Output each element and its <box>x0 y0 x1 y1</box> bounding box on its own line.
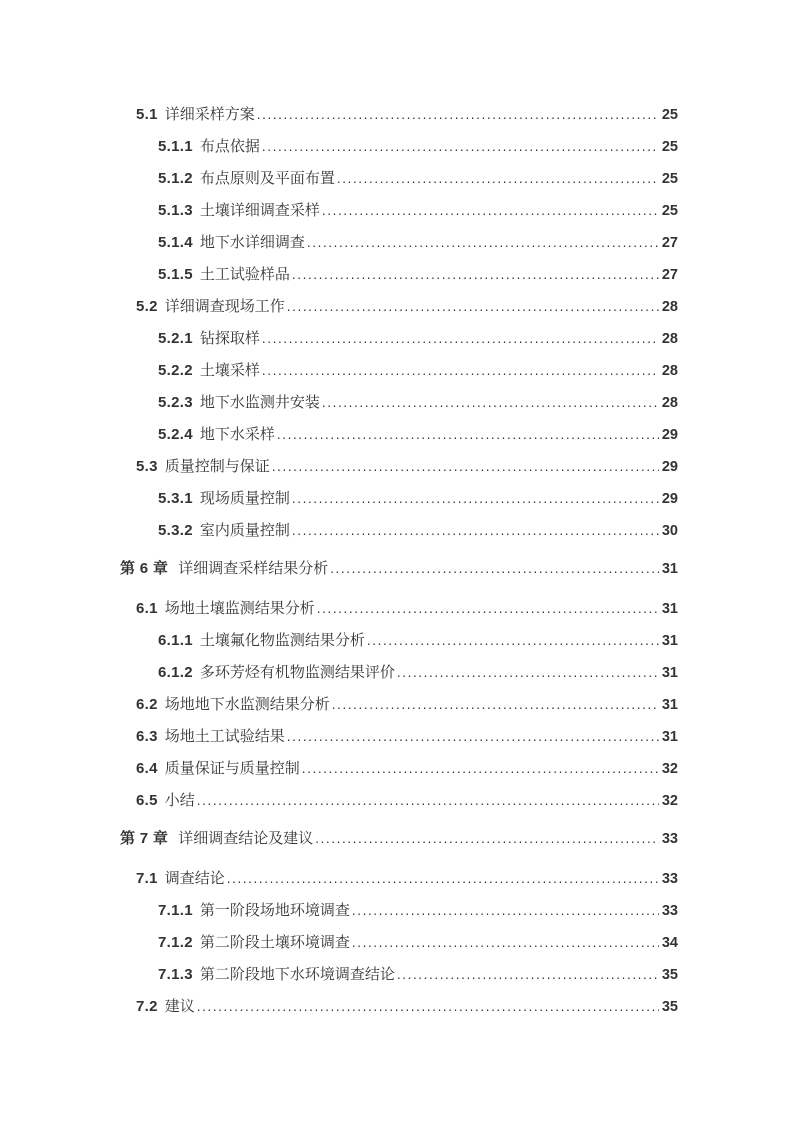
toc-entry-number: 第 6 章 <box>120 560 169 577</box>
dot-leader <box>262 131 659 163</box>
toc-entry-page: 33 <box>661 903 678 919</box>
dot-leader <box>397 657 659 689</box>
toc-entry-title: 钻探取样 <box>199 330 260 347</box>
toc-entry-page: 30 <box>661 523 678 539</box>
toc-entry-page: 25 <box>661 171 678 187</box>
toc-entry-title: 地下水监测井安装 <box>199 394 320 411</box>
dot-leader <box>332 689 659 721</box>
toc-entry <box>120 895 678 927</box>
toc-entry-number: 7.1.2 <box>158 934 193 951</box>
toc-entry-title: 调查结论 <box>164 870 225 887</box>
toc-entry <box>120 99 678 131</box>
toc-entry-title: 多环芳烃有机物监测结果评价 <box>199 664 395 681</box>
toc-list <box>120 99 678 1023</box>
toc-entry-title: 土壤氟化物监测结果分析 <box>199 632 365 649</box>
toc-entry-page: 31 <box>661 633 678 649</box>
toc-entry-title: 布点依据 <box>199 138 260 155</box>
toc-entry <box>120 259 678 291</box>
toc-entry <box>120 625 678 657</box>
toc-entry-page: 33 <box>661 871 678 887</box>
dot-leader <box>352 895 659 927</box>
toc-entry-number: 5.1.4 <box>158 234 193 251</box>
dot-leader <box>337 163 659 195</box>
toc-entry-page: 29 <box>661 491 678 507</box>
toc-entry <box>120 387 678 419</box>
toc-entry-number: 6.4 <box>136 760 158 777</box>
toc-entry <box>120 515 678 547</box>
dot-leader <box>262 323 659 355</box>
toc-entry <box>120 291 678 323</box>
toc-entry-number: 5.2 <box>136 298 158 315</box>
toc-entry-title: 场地土工试验结果 <box>164 728 285 745</box>
toc-entry-page: 28 <box>661 363 678 379</box>
dot-leader <box>307 227 659 259</box>
toc-entry-number: 6.1 <box>136 600 158 617</box>
toc-entry-number: 7.1 <box>136 870 158 887</box>
toc-entry-number: 5.1.3 <box>158 202 193 219</box>
toc-entry <box>120 355 678 387</box>
toc-entry <box>120 131 678 163</box>
toc-entry-page: 31 <box>661 697 678 713</box>
dot-leader <box>292 483 659 515</box>
toc-entry-number: 第 7 章 <box>120 830 169 847</box>
dot-leader <box>367 625 659 657</box>
toc-entry-number: 6.1.2 <box>158 664 193 681</box>
toc-entry-number: 7.2 <box>136 998 158 1015</box>
toc-entry-page: 31 <box>661 601 678 617</box>
dot-leader <box>292 259 659 291</box>
toc-entry-title: 详细调查现场工作 <box>164 298 285 315</box>
toc-entry-page: 31 <box>661 561 678 577</box>
toc-entry <box>120 657 678 689</box>
toc-entry-number: 5.3 <box>136 458 158 475</box>
dot-leader <box>397 959 659 991</box>
toc-entry <box>120 227 678 259</box>
toc-entry-title: 第二阶段地下水环境调查结论 <box>199 966 395 983</box>
toc-entry-page: 25 <box>661 203 678 219</box>
toc-entry-page: 32 <box>661 793 678 809</box>
toc-entry-page: 34 <box>661 935 678 951</box>
dot-leader <box>257 99 659 131</box>
toc-entry-title: 第二阶段土壤环境调查 <box>199 934 350 951</box>
toc-entry-number: 5.1.2 <box>158 170 193 187</box>
toc-entry-number: 7.1.3 <box>158 966 193 983</box>
dot-leader <box>322 387 659 419</box>
toc-entry-title: 土壤详细调查采样 <box>199 202 320 219</box>
toc-entry-page: 29 <box>661 427 678 443</box>
dot-leader <box>330 553 659 585</box>
toc-entry <box>120 689 678 721</box>
toc-entry <box>120 721 678 753</box>
dot-leader <box>272 451 659 483</box>
dot-leader <box>292 515 659 547</box>
toc-entry <box>120 785 678 817</box>
toc-entry <box>120 863 678 895</box>
toc-entry-title: 地下水详细调查 <box>199 234 305 251</box>
toc-entry-page: 28 <box>661 395 678 411</box>
toc-entry-title: 质量保证与质量控制 <box>164 760 300 777</box>
toc-entry-title: 室内质量控制 <box>199 522 290 539</box>
toc-entry-page: 25 <box>661 107 678 123</box>
toc-entry-page: 28 <box>661 331 678 347</box>
dot-leader <box>352 927 659 959</box>
dot-leader <box>277 419 659 451</box>
toc-entry-number: 7.1.1 <box>158 902 193 919</box>
toc-entry-number: 5.3.1 <box>158 490 193 507</box>
toc-entry-title: 土工试验样品 <box>199 266 290 283</box>
toc-entry-number: 6.2 <box>136 696 158 713</box>
toc-entry-page: 29 <box>661 459 678 475</box>
toc-entry-page: 31 <box>661 729 678 745</box>
toc-entry <box>120 991 678 1023</box>
toc-entry-page: 31 <box>661 665 678 681</box>
dot-leader <box>197 785 659 817</box>
toc-entry-page: 35 <box>661 999 678 1015</box>
toc-entry <box>120 195 678 227</box>
dot-leader <box>315 823 659 855</box>
toc-entry <box>120 927 678 959</box>
toc-entry-title: 第一阶段场地环境调查 <box>199 902 350 919</box>
toc-entry-number: 5.1.1 <box>158 138 193 155</box>
toc-entry-title: 小结 <box>164 792 195 809</box>
toc-entry-page: 27 <box>661 235 678 251</box>
dot-leader <box>322 195 659 227</box>
toc-entry-title: 土壤采样 <box>199 362 260 379</box>
toc-entry-page: 27 <box>661 267 678 283</box>
dot-leader <box>197 991 659 1023</box>
toc-entry-page: 35 <box>661 967 678 983</box>
toc-entry-number: 6.5 <box>136 792 158 809</box>
toc-entry-number: 6.3 <box>136 728 158 745</box>
dot-leader <box>317 593 659 625</box>
toc-entry <box>120 553 678 585</box>
toc-entry-number: 5.2.4 <box>158 426 193 443</box>
toc-entry <box>120 483 678 515</box>
toc-entry <box>120 451 678 483</box>
toc-entry-title: 质量控制与保证 <box>164 458 270 475</box>
toc-entry-title: 建议 <box>164 998 195 1015</box>
dot-leader <box>287 291 659 323</box>
toc-entry-title: 布点原则及平面布置 <box>199 170 335 187</box>
toc-entry-title: 地下水采样 <box>199 426 275 443</box>
dot-leader <box>262 355 659 387</box>
toc-entry-number: 5.3.2 <box>158 522 193 539</box>
toc-entry-number: 5.2.3 <box>158 394 193 411</box>
toc-entry-number: 5.1 <box>136 106 158 123</box>
toc-entry-title: 详细调查采样结果分析 <box>178 560 329 577</box>
toc-entry <box>120 823 678 855</box>
toc-entry-page: 25 <box>661 139 678 155</box>
toc-entry-number: 5.1.5 <box>158 266 193 283</box>
toc-entry-number: 6.1.1 <box>158 632 193 649</box>
dot-leader <box>287 721 659 753</box>
toc-entry-title: 现场质量控制 <box>199 490 290 507</box>
toc-entry-page: 28 <box>661 299 678 315</box>
dot-leader <box>302 753 659 785</box>
toc-entry <box>120 323 678 355</box>
toc-entry-title: 场地地下水监测结果分析 <box>164 696 330 713</box>
toc-entry-number: 5.2.1 <box>158 330 193 347</box>
toc-entry <box>120 419 678 451</box>
toc-entry <box>120 753 678 785</box>
toc-entry-title: 详细采样方案 <box>164 106 255 123</box>
toc-entry <box>120 163 678 195</box>
toc-entry-number: 5.2.2 <box>158 362 193 379</box>
dot-leader <box>227 863 659 895</box>
toc-entry-page: 32 <box>661 761 678 777</box>
toc-entry-page: 33 <box>661 831 678 847</box>
toc-entry <box>120 593 678 625</box>
toc-entry-title: 详细调查结论及建议 <box>178 830 314 847</box>
toc-entry <box>120 959 678 991</box>
toc-entry-title: 场地土壤监测结果分析 <box>164 600 315 617</box>
